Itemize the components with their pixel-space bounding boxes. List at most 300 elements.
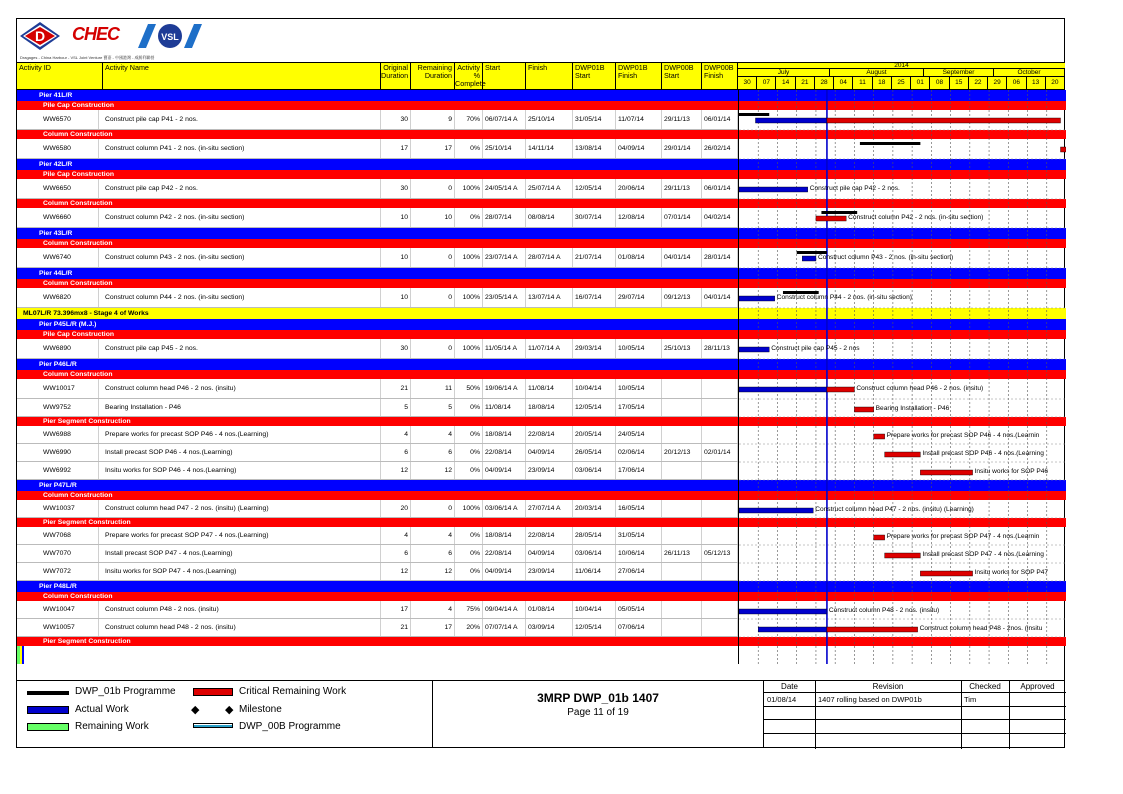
dwp00b-start: 29/11/13 <box>662 110 702 129</box>
dwp01b-finish: 16/05/14 <box>616 500 662 517</box>
wbs-subgroup-row[interactable] <box>17 518 738 527</box>
legend-dwp00b-label: DWP_00B Programme <box>239 721 341 732</box>
start-date: 23/05/14 A <box>483 288 526 307</box>
col-start[interactable]: Start <box>483 63 526 89</box>
wbs-name: Column Construction <box>43 131 113 138</box>
dwp00b-finish <box>702 601 738 618</box>
rev-checked: Tim <box>964 695 977 704</box>
original-duration: 30 <box>381 339 411 358</box>
rev-header-checked: Checked <box>969 682 1001 691</box>
gantt-bar-label: Insitu works for SOP P46 <box>974 468 1049 475</box>
legend-actual-label: Actual Work <box>75 704 129 715</box>
original-duration: 17 <box>381 139 411 158</box>
timescale-week: 22 <box>969 77 988 89</box>
col-dwp01b-finish[interactable]: DWP01B Finish <box>616 63 662 89</box>
remaining-duration: 17 <box>411 619 455 636</box>
activity-id: WW6570 <box>41 110 99 129</box>
legend-remaining-label: Remaining Work <box>75 721 149 732</box>
rev-description: 1407 rolling based on DWP01b <box>818 695 922 704</box>
remaining-duration: 12 <box>411 462 455 479</box>
activity-id: WW6740 <box>41 248 99 267</box>
dwp00b-finish: 04/02/14 <box>702 208 738 227</box>
legend-critical-label: Critical Remaining Work <box>239 686 347 697</box>
rev-date: 01/08/14 <box>767 695 797 704</box>
dwp01b-finish: 31/05/14 <box>616 527 662 544</box>
pct-complete: 0% <box>455 563 483 580</box>
timescale-month: October <box>994 69 1065 77</box>
activity-row[interactable] <box>17 179 738 199</box>
wbs-subgroup-row[interactable] <box>17 592 738 601</box>
critical-remaining-bar <box>1061 147 1066 152</box>
activity-id: WW6890 <box>41 339 99 358</box>
dwp00b-finish: 26/02/14 <box>702 139 738 158</box>
activity-row[interactable] <box>17 248 738 268</box>
remaining-duration: 12 <box>411 563 455 580</box>
activity-row[interactable] <box>17 527 738 545</box>
finish-date: 11/07/14 A <box>526 339 573 358</box>
original-duration: 21 <box>381 619 411 636</box>
finish-date: 23/09/14 <box>526 563 573 580</box>
rev-header-date: Date <box>781 682 798 691</box>
remaining-duration: 5 <box>411 399 455 416</box>
timescale-week: 14 <box>776 77 795 89</box>
gantt-bar-label: Construct column P42 - 2 nos. (in-situ section) <box>848 214 984 221</box>
wbs-group-row[interactable] <box>17 90 738 101</box>
gantt-wbs-band <box>739 518 1066 527</box>
actual-work-bar <box>739 187 808 192</box>
finish-date: 01/08/14 <box>526 601 573 618</box>
critical-remaining-bar <box>816 216 846 221</box>
original-duration: 10 <box>381 288 411 307</box>
activity-name: Construct pile cap P42 - 2 nos. <box>103 179 381 198</box>
col-activity-id[interactable]: Activity ID <box>17 63 103 89</box>
gantt-bar-label: Construct column P43 - 2 nos. (in-situ section) <box>817 254 954 261</box>
remaining-duration: 6 <box>411 444 455 461</box>
activity-name: Install precast SOP P47 - 4 nos.(Learning) <box>103 545 381 562</box>
legend-critical-swatch <box>193 688 233 696</box>
dwp01b-start: 21/07/14 <box>573 248 616 267</box>
dwp00b-finish: 04/01/14 <box>702 288 738 307</box>
original-duration: 4 <box>381 426 411 443</box>
actual-work-bar <box>739 609 827 614</box>
start-date: 19/06/14 A <box>483 379 526 398</box>
baseline-bar <box>739 113 769 116</box>
activity-row[interactable] <box>17 619 738 637</box>
dwp01b-finish: 17/05/14 <box>616 399 662 416</box>
remaining-duration: 0 <box>411 339 455 358</box>
gantt-wbs-band <box>739 159 1066 170</box>
dwp01b-start: 10/04/14 <box>573 601 616 618</box>
original-duration: 5 <box>381 399 411 416</box>
finish-date: 04/09/14 <box>526 545 573 562</box>
pct-complete: 0% <box>455 399 483 416</box>
dwp01b-start: 11/06/14 <box>573 563 616 580</box>
wbs-group-row[interactable] <box>17 308 738 319</box>
pct-complete: 0% <box>455 426 483 443</box>
gantt-wbs-band <box>739 370 1066 379</box>
gantt-wbs-band <box>739 308 1066 319</box>
dwp01b-finish: 10/05/14 <box>616 339 662 358</box>
dwp00b-finish: 28/01/14 <box>702 248 738 267</box>
wbs-name: Pier 44L/R <box>39 270 73 277</box>
dwp01b-start: 13/08/14 <box>573 139 616 158</box>
activity-name: Prepare works for precast SOP P46 - 4 nos.(Learning) <box>103 426 381 443</box>
activity-row[interactable] <box>17 288 738 308</box>
finish-date: 08/08/14 <box>526 208 573 227</box>
finish-date: 13/07/14 A <box>526 288 573 307</box>
dwp00b-finish <box>702 426 738 443</box>
wbs-subgroup-row[interactable] <box>17 637 738 646</box>
activity-row[interactable] <box>17 545 738 563</box>
start-date: 28/07/14 <box>483 208 526 227</box>
activity-row[interactable] <box>17 462 738 480</box>
wbs-name: Pier 42L/R <box>39 161 73 168</box>
wbs-name: Column Construction <box>43 240 113 247</box>
activity-name: Insitu works for SOP P47 - 4 nos.(Learning) <box>103 563 381 580</box>
wbs-group-row[interactable] <box>17 480 738 491</box>
remaining-duration: 4 <box>411 527 455 544</box>
pct-complete: 0% <box>455 462 483 479</box>
dwp01b-start: 31/05/14 <box>573 110 616 129</box>
legend-milestone-label: Milestone <box>239 704 282 715</box>
wbs-name: Pile Cap Construction <box>43 331 114 338</box>
gantt-wbs-band <box>739 199 1066 208</box>
wbs-name: Column Construction <box>43 280 113 287</box>
dwp00b-finish: 05/12/13 <box>702 545 738 562</box>
company-logos <box>20 22 220 62</box>
milestone-diamond-icon: ◆ <box>225 704 234 716</box>
critical-remaining-bar <box>920 571 972 576</box>
dwp01b-start: 12/05/14 <box>573 399 616 416</box>
wbs-name: Pier Segment Construction <box>43 418 131 425</box>
activity-row[interactable] <box>17 208 738 228</box>
dwp00b-start <box>662 462 702 479</box>
dwp01b-start: 30/07/14 <box>573 208 616 227</box>
gantt-bar-label: Prepare works for precast SOP P47 - 4 nos.(Learnin <box>886 533 1040 540</box>
dwp01b-finish: 07/06/14 <box>616 619 662 636</box>
dwp01b-start: 10/04/14 <box>573 379 616 398</box>
activity-name: Construct column head P47 - 2 nos. (insitu) (Learning) <box>103 500 381 517</box>
pct-complete: 100% <box>455 500 483 517</box>
activity-row[interactable] <box>17 139 738 159</box>
finish-date: 22/08/14 <box>526 527 573 544</box>
pct-complete: 20% <box>455 619 483 636</box>
activity-name: Construct column head P48 - 2 nos. (insitu) <box>103 619 381 636</box>
gantt-bar-label: Construct column P44 - 2 nos. (in-situ section) <box>776 294 912 301</box>
vsl-logo <box>138 22 204 50</box>
dwp00b-finish <box>702 462 738 479</box>
dwp01b-start: 16/07/14 <box>573 288 616 307</box>
original-duration: 12 <box>381 563 411 580</box>
rev-header-approved: Approved <box>1020 682 1055 691</box>
activity-name: Prepare works for precast SOP P47 - 4 nos.(Learning) <box>103 527 381 544</box>
schedule-title: 3MRP DWP_01b 1407 <box>537 691 659 705</box>
wbs-name: Column Construction <box>43 593 113 600</box>
legend <box>17 680 433 748</box>
activity-row[interactable] <box>17 426 738 444</box>
wbs-group-row[interactable] <box>17 359 738 370</box>
activity-id: WW10017 <box>41 379 99 398</box>
activity-name: Construct column P42 - 2 nos. (in-situ section) <box>103 208 381 227</box>
wbs-name: Column Construction <box>43 200 113 207</box>
col-dwp00b-start[interactable]: DWP00B Start <box>662 63 702 89</box>
timescale-week: 15 <box>950 77 969 89</box>
original-duration: 21 <box>381 379 411 398</box>
dwp01b-start: 12/05/14 <box>573 179 616 198</box>
dwp01b-finish: 29/07/14 <box>616 288 662 307</box>
activity-name: Construct pile cap P41 - 2 nos. <box>103 110 381 129</box>
wbs-name: Column Construction <box>43 371 113 378</box>
timescale-week: 28 <box>815 77 834 89</box>
dwp01b-finish: 10/06/14 <box>616 545 662 562</box>
activity-id: WW6990 <box>41 444 99 461</box>
dragages-logo-letter: D <box>34 28 46 44</box>
critical-remaining-bar <box>874 535 885 540</box>
activity-name: Construct column P48 - 2 nos. (insitu) <box>103 601 381 618</box>
critical-remaining-bar <box>827 387 854 392</box>
col-remaining-duration[interactable]: Remaining Duration <box>411 63 455 89</box>
activity-id: WW9752 <box>41 399 99 416</box>
dwp00b-finish: 06/01/14 <box>702 110 738 129</box>
remaining-duration: 10 <box>411 208 455 227</box>
dwp01b-finish: 27/06/14 <box>616 563 662 580</box>
finish-date: 03/09/14 <box>526 619 573 636</box>
wbs-group-row[interactable] <box>17 159 738 170</box>
dwp01b-start: 20/05/14 <box>573 426 616 443</box>
activity-id: WW6820 <box>41 288 99 307</box>
gantt-wbs-band <box>739 592 1066 601</box>
gantt-bar-label: Insitu works for SOP P47 <box>974 569 1049 576</box>
dwp01b-start: 26/05/14 <box>573 444 616 461</box>
remaining-duration: 0 <box>411 248 455 267</box>
activity-row[interactable] <box>17 444 738 462</box>
timescale-month: August <box>830 69 924 77</box>
activity-name: Construct pile cap P45 - 2 nos. <box>103 339 381 358</box>
activity-id: WW10047 <box>41 601 99 618</box>
dwp01b-finish: 24/05/14 <box>616 426 662 443</box>
pct-complete: 0% <box>455 444 483 461</box>
original-duration: 10 <box>381 248 411 267</box>
pct-complete: 0% <box>455 208 483 227</box>
gantt-wbs-band <box>739 359 1066 370</box>
wbs-name: Pier 41L/R <box>39 92 73 99</box>
pct-complete: 0% <box>455 139 483 158</box>
dwp00b-start <box>662 379 702 398</box>
dwp01b-finish: 05/05/14 <box>616 601 662 618</box>
col-dwp01b-start[interactable]: DWP01B Start <box>573 63 616 89</box>
actual-work-bar <box>739 296 775 301</box>
finish-date: 23/09/14 <box>526 462 573 479</box>
wbs-subgroup-row[interactable] <box>17 239 738 248</box>
gantt-wbs-band <box>739 239 1066 248</box>
wbs-group-row[interactable] <box>17 228 738 239</box>
dwp00b-finish: 06/01/14 <box>702 179 738 198</box>
dragages-logo <box>20 22 60 50</box>
activity-id: WW6660 <box>41 208 99 227</box>
dwp01b-finish: 04/09/14 <box>616 139 662 158</box>
finish-date: 25/10/14 <box>526 110 573 129</box>
timescale-year: 2014 <box>738 62 1065 69</box>
timescale-week: 21 <box>796 77 815 89</box>
timescale-week: 25 <box>892 77 911 89</box>
wbs-group-row[interactable] <box>17 319 738 330</box>
start-date: 18/08/14 <box>483 527 526 544</box>
activity-row[interactable] <box>17 339 738 359</box>
pct-complete: 0% <box>455 545 483 562</box>
dwp00b-start: 07/01/14 <box>662 208 702 227</box>
activity-row[interactable] <box>17 379 738 399</box>
gantt-bar-label: Construct column head P46 - 2 nos. (insitu) <box>856 385 984 392</box>
gantt-bar-label: Prepare works for precast SOP P46 - 4 nos.(Learnin <box>886 432 1040 439</box>
activity-name: Construct column P44 - 2 nos. (in-situ section) <box>103 288 381 307</box>
wbs-name: Pier 43L/R <box>39 230 73 237</box>
start-date: 23/07/14 A <box>483 248 526 267</box>
start-date: 11/08/14 <box>483 399 526 416</box>
activity-name: Install precast SOP P46 - 4 nos.(Learning) <box>103 444 381 461</box>
original-duration: 10 <box>381 208 411 227</box>
activity-row[interactable] <box>17 500 738 518</box>
original-duration: 6 <box>381 545 411 562</box>
finish-date: 25/07/14 A <box>526 179 573 198</box>
wbs-subgroup-row[interactable] <box>17 279 738 288</box>
start-date: 18/08/14 <box>483 426 526 443</box>
page-number: Page 11 of 19 <box>567 707 629 718</box>
col-original-duration[interactable]: Original Duration <box>381 63 411 89</box>
activity-name: Insitu works for SOP P46 - 4 nos.(Learning) <box>103 462 381 479</box>
wbs-subgroup-row[interactable] <box>17 330 738 339</box>
dwp01b-start: 28/05/14 <box>573 527 616 544</box>
dwp00b-finish <box>702 379 738 398</box>
dwp00b-start: 29/11/13 <box>662 179 702 198</box>
dwp00b-start: 29/01/14 <box>662 139 702 158</box>
timescale-week: 04 <box>834 77 853 89</box>
original-duration: 4 <box>381 527 411 544</box>
critical-remaining-bar <box>885 452 921 457</box>
wbs-subgroup-row[interactable] <box>17 130 738 139</box>
dwp00b-finish <box>702 527 738 544</box>
dwp01b-start: 29/03/14 <box>573 339 616 358</box>
activity-id: WW10037 <box>41 500 99 517</box>
dwp01b-finish: 20/06/14 <box>616 179 662 198</box>
chec-logo: CHEC <box>72 24 120 44</box>
col-activity-name[interactable]: Activity Name <box>103 63 381 89</box>
dwp01b-finish: 02/06/14 <box>616 444 662 461</box>
gantt-wbs-band <box>739 170 1066 179</box>
col-dwp00b-finish[interactable]: DWP00B Finish <box>702 63 738 89</box>
dwp00b-finish <box>702 563 738 580</box>
start-date: 22/08/14 <box>483 545 526 562</box>
pct-complete: 100% <box>455 288 483 307</box>
dwp00b-start <box>662 500 702 517</box>
wbs-subgroup-row[interactable] <box>17 199 738 208</box>
wbs-subgroup-row[interactable] <box>17 170 738 179</box>
start-date: 24/05/14 A <box>483 179 526 198</box>
dwp00b-finish: 02/01/14 <box>702 444 738 461</box>
actual-work-bar <box>758 627 827 632</box>
remaining-duration: 4 <box>411 601 455 618</box>
col-pct-complete[interactable]: Activity % Complete <box>455 63 486 88</box>
gantt-bar-label: Install precast SOP P46 - 4 nos.(Learning <box>922 450 1044 457</box>
timescale-week: 30 <box>738 77 757 89</box>
actual-work-bar <box>739 387 827 392</box>
gantt-wbs-band <box>739 480 1066 491</box>
wbs-subgroup-row[interactable] <box>17 370 738 379</box>
remaining-duration: 11 <box>411 379 455 398</box>
gantt-bar-label: Construct column head P47 - 2 nos. (insitu) (Learning) <box>815 506 974 513</box>
wbs-group-row[interactable] <box>17 581 738 592</box>
remaining-duration: 6 <box>411 545 455 562</box>
legend-dwp01b-label: DWP_01b Programme <box>75 686 176 697</box>
gantt-timescale <box>738 62 1065 90</box>
timescale-week: 13 <box>1027 77 1046 89</box>
finish-date: 18/08/14 <box>526 399 573 416</box>
activity-name: Construct column P43 - 2 nos. (in-situ section) <box>103 248 381 267</box>
dwp01b-start: 12/05/14 <box>573 619 616 636</box>
activity-id: WW6650 <box>41 179 99 198</box>
gantt-wbs-band <box>739 637 1066 646</box>
start-date: 25/10/14 <box>483 139 526 158</box>
start-date: 03/06/14 A <box>483 500 526 517</box>
gantt-wbs-band <box>739 319 1066 330</box>
start-date: 04/09/14 <box>483 462 526 479</box>
wbs-name: Pier P48L/R <box>39 583 77 590</box>
timescale-month: September <box>924 69 994 77</box>
dwp00b-start: 26/11/13 <box>662 545 702 562</box>
activity-row[interactable] <box>17 601 738 619</box>
dwp01b-start: 03/06/14 <box>573 545 616 562</box>
original-duration: 20 <box>381 500 411 517</box>
legend-actual-swatch <box>27 706 69 714</box>
gantt-wbs-band <box>739 101 1066 110</box>
critical-remaining-bar <box>885 553 921 558</box>
dwp01b-start: 20/03/14 <box>573 500 616 517</box>
original-duration: 30 <box>381 110 411 129</box>
wbs-subgroup-row[interactable] <box>17 491 738 500</box>
activity-row[interactable] <box>17 399 738 417</box>
gantt-wbs-band <box>739 417 1066 426</box>
wbs-name: Pile Cap Construction <box>43 102 114 109</box>
pct-complete: 100% <box>455 248 483 267</box>
wbs-subgroup-row[interactable] <box>17 101 738 110</box>
activity-id: WW10057 <box>41 619 99 636</box>
gantt-wbs-band <box>739 279 1066 288</box>
actual-work-bar <box>755 118 826 123</box>
activity-row[interactable] <box>17 563 738 581</box>
start-date: 07/07/14 A <box>483 619 526 636</box>
dwp00b-start <box>662 426 702 443</box>
start-date: 11/05/14 A <box>483 339 526 358</box>
remaining-duration: 0 <box>411 288 455 307</box>
critical-remaining-bar <box>854 407 873 412</box>
gantt-bar-label: Construct pile cap P42 - 2 nos. <box>809 185 900 192</box>
col-finish[interactable]: Finish <box>526 63 573 89</box>
activity-id: WW7070 <box>41 545 99 562</box>
dwp00b-start <box>662 601 702 618</box>
gantt-wbs-band <box>739 491 1066 500</box>
dwp01b-start: 03/06/14 <box>573 462 616 479</box>
pct-complete: 100% <box>455 339 483 358</box>
original-duration: 30 <box>381 179 411 198</box>
start-date: 09/04/14 A <box>483 601 526 618</box>
start-date: 04/09/14 <box>483 563 526 580</box>
wbs-name: Column Construction <box>43 492 113 499</box>
activity-row[interactable] <box>17 110 738 130</box>
wbs-subgroup-row[interactable] <box>17 417 738 426</box>
timescale-week: 20 <box>1046 77 1065 89</box>
activity-table <box>17 90 738 664</box>
legend-dwp00b-swatch <box>193 723 233 728</box>
wbs-group-row[interactable] <box>17 268 738 279</box>
